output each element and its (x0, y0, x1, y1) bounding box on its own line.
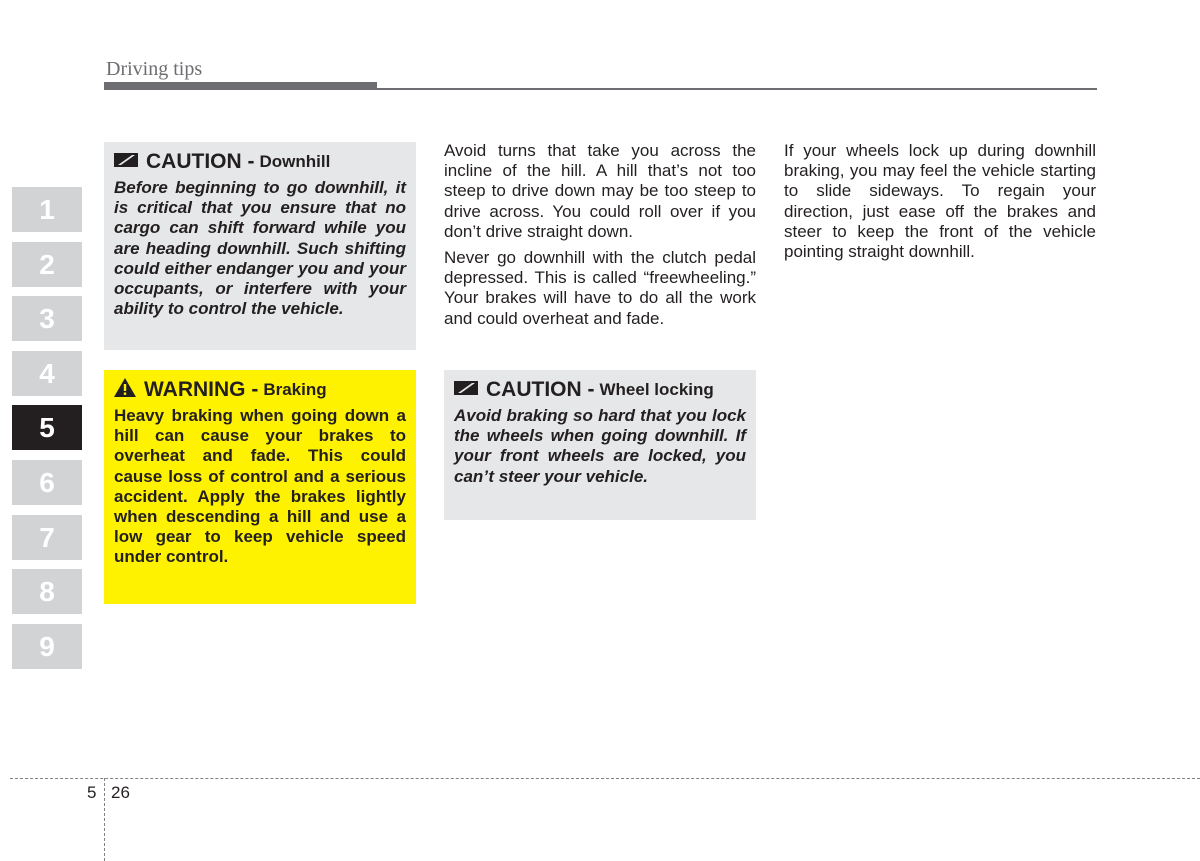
caution-wheel-locking-text: Avoid braking so hard that you lock the wheels when going downhill. If your front wheels are locked, you can’t steer your vehicle. (454, 406, 746, 486)
chapter-tab-5[interactable]: 5 (12, 405, 82, 450)
chapter-tab-1[interactable]: 1 (12, 187, 82, 232)
chapter-tab-3[interactable]: 3 (12, 296, 82, 341)
header-rule-thick (104, 82, 377, 90)
middle-column (444, 141, 756, 335)
caution-slash-icon (454, 380, 478, 401)
caution-downhill-text: Before beginning to go downhill, it is critical that you ensure that no cargo can shift forward while you are heading downhill. Such shifting could either endanger you and your occupants, or interfere with your ability to control the vehicle. (114, 178, 406, 319)
chapter-tab-6[interactable]: 6 (12, 460, 82, 505)
footer-chapter-number: 5 (87, 783, 97, 802)
chapter-tab-8[interactable]: 8 (12, 569, 82, 614)
footer-divider (10, 778, 1200, 779)
middle-paragraph-2: Never go downhill with the clutch pedal depressed. This is called “freewheeling.” Your brakes will have to do all the work and could overheat and fade. (444, 248, 756, 328)
caution-label: CAUTION - (486, 378, 595, 401)
caution-wheel-locking-box (444, 370, 756, 520)
caution-topic: Downhill (259, 152, 331, 171)
chapter-tab-2[interactable]: 2 (12, 242, 82, 287)
footer-vertical-divider (104, 778, 105, 861)
right-column (784, 141, 1096, 268)
footer-page-number: 26 (111, 783, 130, 802)
warning-triangle-icon (114, 378, 136, 402)
right-paragraph-1: If your wheels lock up during downhill braking, you may feel the vehicle starting to slide sideways. To regain your direction, just ease off the brakes and steer to keep the front of the vehicle pointing straight downhill. (784, 141, 1096, 262)
caution-topic: Wheel locking (599, 380, 714, 399)
chapter-tabs (12, 187, 82, 678)
caution-slash-icon (114, 152, 138, 173)
middle-paragraph-1: Avoid turns that take you across the incline of the hill. A hill that’s not too steep to drive down may be too steep to drive across. You could roll over if you don’t drive straight down. (444, 141, 756, 241)
page-header-title: Driving tips (106, 58, 203, 80)
warning-braking-text: Heavy braking when going down a hill can cause your brakes to overheat and fade. This could cause loss of control and a serious accident. Apply the brakes lightly when descending a hill and use a low gear to keep vehicle speed under control. (114, 406, 406, 567)
caution-downhill-box (104, 142, 416, 350)
caution-label: CAUTION - (146, 150, 255, 173)
warning-label: WARNING - (144, 378, 259, 401)
chapter-tab-9[interactable]: 9 (12, 624, 82, 669)
header-rule-thin (377, 88, 1097, 90)
chapter-tab-7[interactable]: 7 (12, 515, 82, 560)
warning-topic: Braking (263, 380, 327, 399)
chapter-tab-4[interactable]: 4 (12, 351, 82, 396)
warning-braking-box (104, 370, 416, 604)
